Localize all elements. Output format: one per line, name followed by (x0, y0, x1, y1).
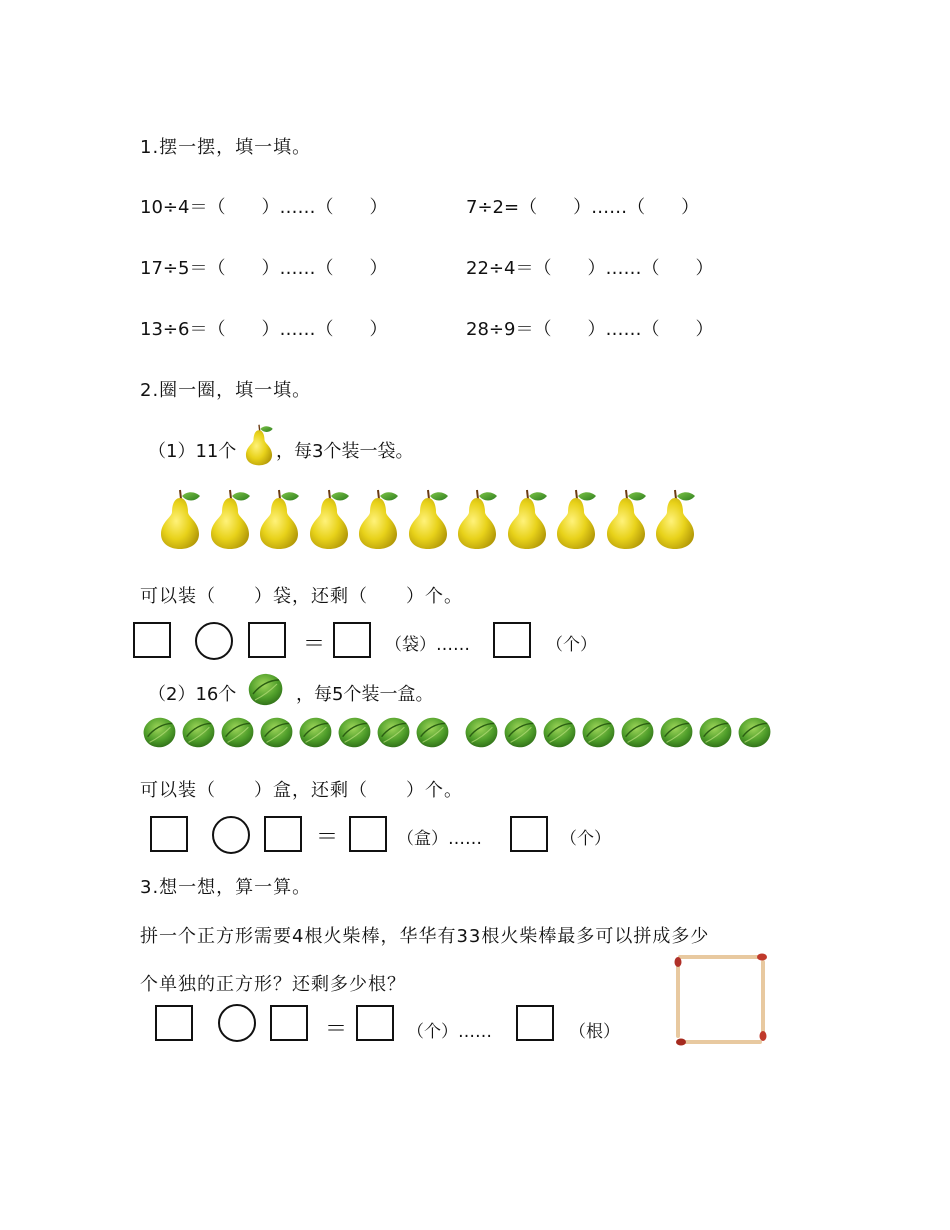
answer-box-5[interactable] (150, 816, 188, 852)
unit-stick-label: （根） (569, 1022, 620, 1042)
starfruit-icon (413, 714, 451, 750)
matchstick-square-icon (668, 950, 772, 1048)
starfruit-icon (218, 714, 256, 750)
starfruit-icon (374, 714, 412, 750)
pear-icon (604, 486, 648, 550)
q1-equation-6: 28÷9＝（ ）……（ ） (466, 319, 714, 340)
pear-icon (257, 486, 301, 550)
starfruit-row-left (140, 714, 452, 750)
q2-part2-prompt-b: ，每5个装一盒。 (296, 684, 434, 705)
equals-sign-3: ＝ (325, 1017, 348, 1042)
answer-box-1[interactable] (133, 622, 171, 658)
answer-box-2[interactable] (248, 622, 286, 658)
pear-row (158, 486, 703, 550)
pear-icon (554, 486, 598, 550)
starfruit-icon (140, 714, 178, 750)
q1-equation-3: 17÷5＝（ ）……（ ） (140, 258, 388, 279)
q1-equation-5: 13÷6＝（ ）……（ ） (140, 319, 388, 340)
answer-box-10[interactable] (270, 1005, 308, 1041)
answer-box-4[interactable] (493, 622, 531, 658)
starfruit-row-right (462, 714, 774, 750)
starfruit-icon (245, 670, 285, 708)
unit-box-label: （盒）…… (397, 829, 482, 849)
pear-icon (158, 486, 202, 550)
q1-equation-2: 7÷2=（ ）……（ ） (466, 197, 700, 218)
operator-circle-2[interactable] (212, 816, 250, 854)
q2-part1-prompt-a: （1）11个 (148, 441, 237, 462)
operator-circle-1[interactable] (195, 622, 233, 660)
answer-box-12[interactable] (516, 1005, 554, 1041)
q1-equation-1: 10÷4＝（ ）……（ ） (140, 197, 388, 218)
answer-box-3[interactable] (333, 622, 371, 658)
answer-box-9[interactable] (155, 1005, 193, 1041)
starfruit-icon (735, 714, 773, 750)
starfruit-icon (696, 714, 734, 750)
unit-square-label: （个）…… (407, 1022, 492, 1042)
pear-icon (356, 486, 400, 550)
pear-icon (455, 486, 499, 550)
q3-text-line-1: 拼一个正方形需要4根火柴棒，华华有33根火柴棒最多可以拼成多少 (140, 926, 710, 947)
starfruit-icon (501, 714, 539, 750)
q1-equation-4: 22÷4＝（ ）……（ ） (466, 258, 714, 279)
q3-text-line-2: 个单独的正方形？还剩多少根？ (140, 974, 406, 995)
starfruit-icon (579, 714, 617, 750)
answer-box-7[interactable] (349, 816, 387, 852)
starfruit-icon (296, 714, 334, 750)
equals-sign-1: ＝ (303, 632, 326, 657)
pear-icon (406, 486, 450, 550)
answer-box-6[interactable] (264, 816, 302, 852)
starfruit-icon (540, 714, 578, 750)
equals-sign-2: ＝ (316, 825, 339, 850)
unit-item-label-2: （个） (560, 829, 611, 849)
q1-title: 1.摆一摆，填一填。 (140, 137, 312, 158)
q2-part1-fill: 可以装（ ）袋，还剩（ ）个。 (140, 586, 463, 607)
starfruit-icon (618, 714, 656, 750)
starfruit-icon (179, 714, 217, 750)
q2-part2-prompt-a: （2）16个 (148, 684, 237, 705)
answer-box-8[interactable] (510, 816, 548, 852)
starfruit-icon (335, 714, 373, 750)
pear-icon (208, 486, 252, 550)
starfruit-icon (257, 714, 295, 750)
q3-title: 3.想一想，算一算。 (140, 877, 312, 898)
q2-title: 2.圈一圈，填一填。 (140, 380, 312, 401)
unit-bag-label: （袋）…… (385, 635, 470, 655)
unit-item-label-1: （个） (546, 635, 597, 655)
q2-part1-prompt-b: ，每3个装一袋。 (276, 441, 414, 462)
operator-circle-3[interactable] (218, 1004, 256, 1042)
pear-icon (243, 422, 275, 466)
pear-icon (307, 486, 351, 550)
answer-box-11[interactable] (356, 1005, 394, 1041)
pear-icon (505, 486, 549, 550)
q2-part2-fill: 可以装（ ）盒，还剩（ ）个。 (140, 780, 463, 801)
starfruit-icon (462, 714, 500, 750)
pear-icon (653, 486, 697, 550)
starfruit-icon (657, 714, 695, 750)
